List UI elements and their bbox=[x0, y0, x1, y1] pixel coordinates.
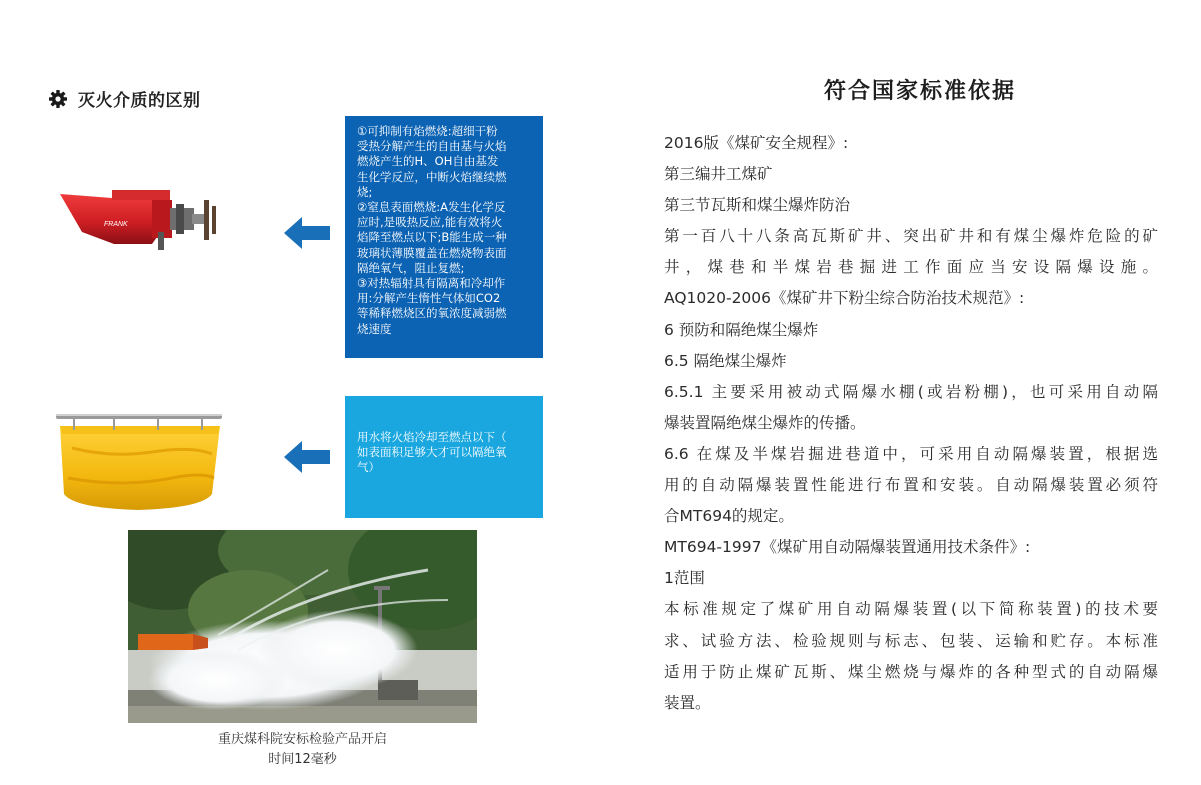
info-line: 烧; bbox=[357, 184, 373, 199]
info-line: 用水将火焰冷却至燃点以下（ bbox=[357, 430, 507, 444]
info-line: 等稀释燃烧区的氧浓度减弱燃 bbox=[357, 306, 507, 321]
info-line: 如表面积足够大才可以隔绝氧 bbox=[357, 445, 507, 460]
text-line: 爆装置隔绝煤尘爆炸的传播。 bbox=[664, 413, 866, 432]
text-line: 6.5 隔绝煤尘爆炸 bbox=[664, 351, 787, 370]
text-line: 第三编井工煤矿 bbox=[664, 165, 773, 184]
text-line: 求、试验方法、检验规则与标志、包装、运输和贮存。本标准 bbox=[664, 631, 1158, 650]
water-bag-image bbox=[52, 408, 224, 516]
standards-text bbox=[664, 128, 1158, 719]
caption-line: 重庆煤科院安标检验产品开启 bbox=[217, 732, 387, 747]
text-line: 合MT694的规定。 bbox=[664, 507, 794, 526]
gear-icon bbox=[48, 89, 68, 109]
section-heading-text: 灭火介质的区别 bbox=[78, 91, 201, 111]
info-line: 隔绝氧气，阻止复燃; bbox=[357, 260, 465, 275]
photo-caption bbox=[128, 730, 477, 770]
text-line: 第三节瓦斯和煤尘爆炸防治 bbox=[664, 196, 851, 215]
info-line: 用:分解产生惰性气体如CO2 bbox=[357, 291, 501, 306]
info-line: 生化学反应，中断火焰继续燃 bbox=[357, 169, 507, 184]
info-line: 烧速度 bbox=[357, 321, 392, 336]
text-line: 第一百八十八条高瓦斯矿井、突出矿井和有煤尘爆炸危险的矿 bbox=[664, 227, 1158, 246]
info-line: ②窒息表面燃烧:A发生化学反 bbox=[357, 200, 506, 215]
text-line: 6 预防和隔绝煤尘爆炸 bbox=[664, 320, 819, 339]
info-line: 玻璃状薄膜覆盖在燃烧物表面 bbox=[357, 245, 507, 260]
info-line: 应时,是吸热反应,能有效将火 bbox=[357, 215, 503, 230]
device-brand-label: FRANK bbox=[104, 221, 128, 228]
powder-info-box bbox=[345, 116, 543, 358]
text-line: 6.5.1 主要采用被动式隔爆水棚(或岩粉棚)，也可采用自动隔 bbox=[664, 382, 1158, 401]
text-line: 本标准规定了煤矿用自动隔爆装置(以下简称装置)的技术要 bbox=[664, 600, 1158, 619]
powder-device-image bbox=[52, 180, 232, 260]
arrow-left-icon bbox=[284, 440, 330, 474]
test-photo bbox=[128, 530, 477, 723]
info-line: ①可抑制有焰燃烧:超细干粉 bbox=[357, 124, 498, 138]
text-line: MT694-1997《煤矿用自动隔爆装置通用技术条件》: bbox=[664, 538, 1031, 557]
water-info-box bbox=[345, 396, 543, 518]
info-line: 受热分解产生的自由基与火焰 bbox=[357, 139, 507, 154]
info-line: 焰降至燃点以下;B能生成一种 bbox=[357, 230, 507, 245]
text-line: 1范围 bbox=[664, 569, 705, 588]
text-line: 6.6 在煤及半煤岩掘进巷道中，可采用自动隔爆装置，根据选 bbox=[664, 444, 1158, 463]
text-line: 2016版《煤矿安全规程》: bbox=[664, 134, 849, 152]
page-title: 符合国家标准依据 bbox=[823, 79, 1016, 104]
text-line: AQ1020-2006《煤矿井下粉尘综合防治技术规范》: bbox=[664, 289, 1025, 308]
info-line: 燃烧产生的H、OH自由基发 bbox=[357, 154, 499, 169]
info-line: 气） bbox=[357, 460, 380, 475]
arrow-left-icon bbox=[284, 216, 330, 250]
info-line: ③对热辐射具有隔离和冷却作 bbox=[357, 276, 506, 291]
text-line: 井，煤巷和半煤岩巷掘进工作面应当安设隔爆设施。 bbox=[664, 258, 1158, 277]
text-line: 用的自动隔爆装置性能进行布置和安装。自动隔爆装置必须符 bbox=[664, 476, 1158, 495]
caption-line: 时间12毫秒 bbox=[268, 752, 337, 767]
text-line: 装置。 bbox=[664, 693, 711, 712]
section-heading bbox=[48, 86, 201, 111]
text-line: 适用于防止煤矿瓦斯、煤尘燃烧与爆炸的各种型式的自动隔爆 bbox=[664, 662, 1158, 681]
